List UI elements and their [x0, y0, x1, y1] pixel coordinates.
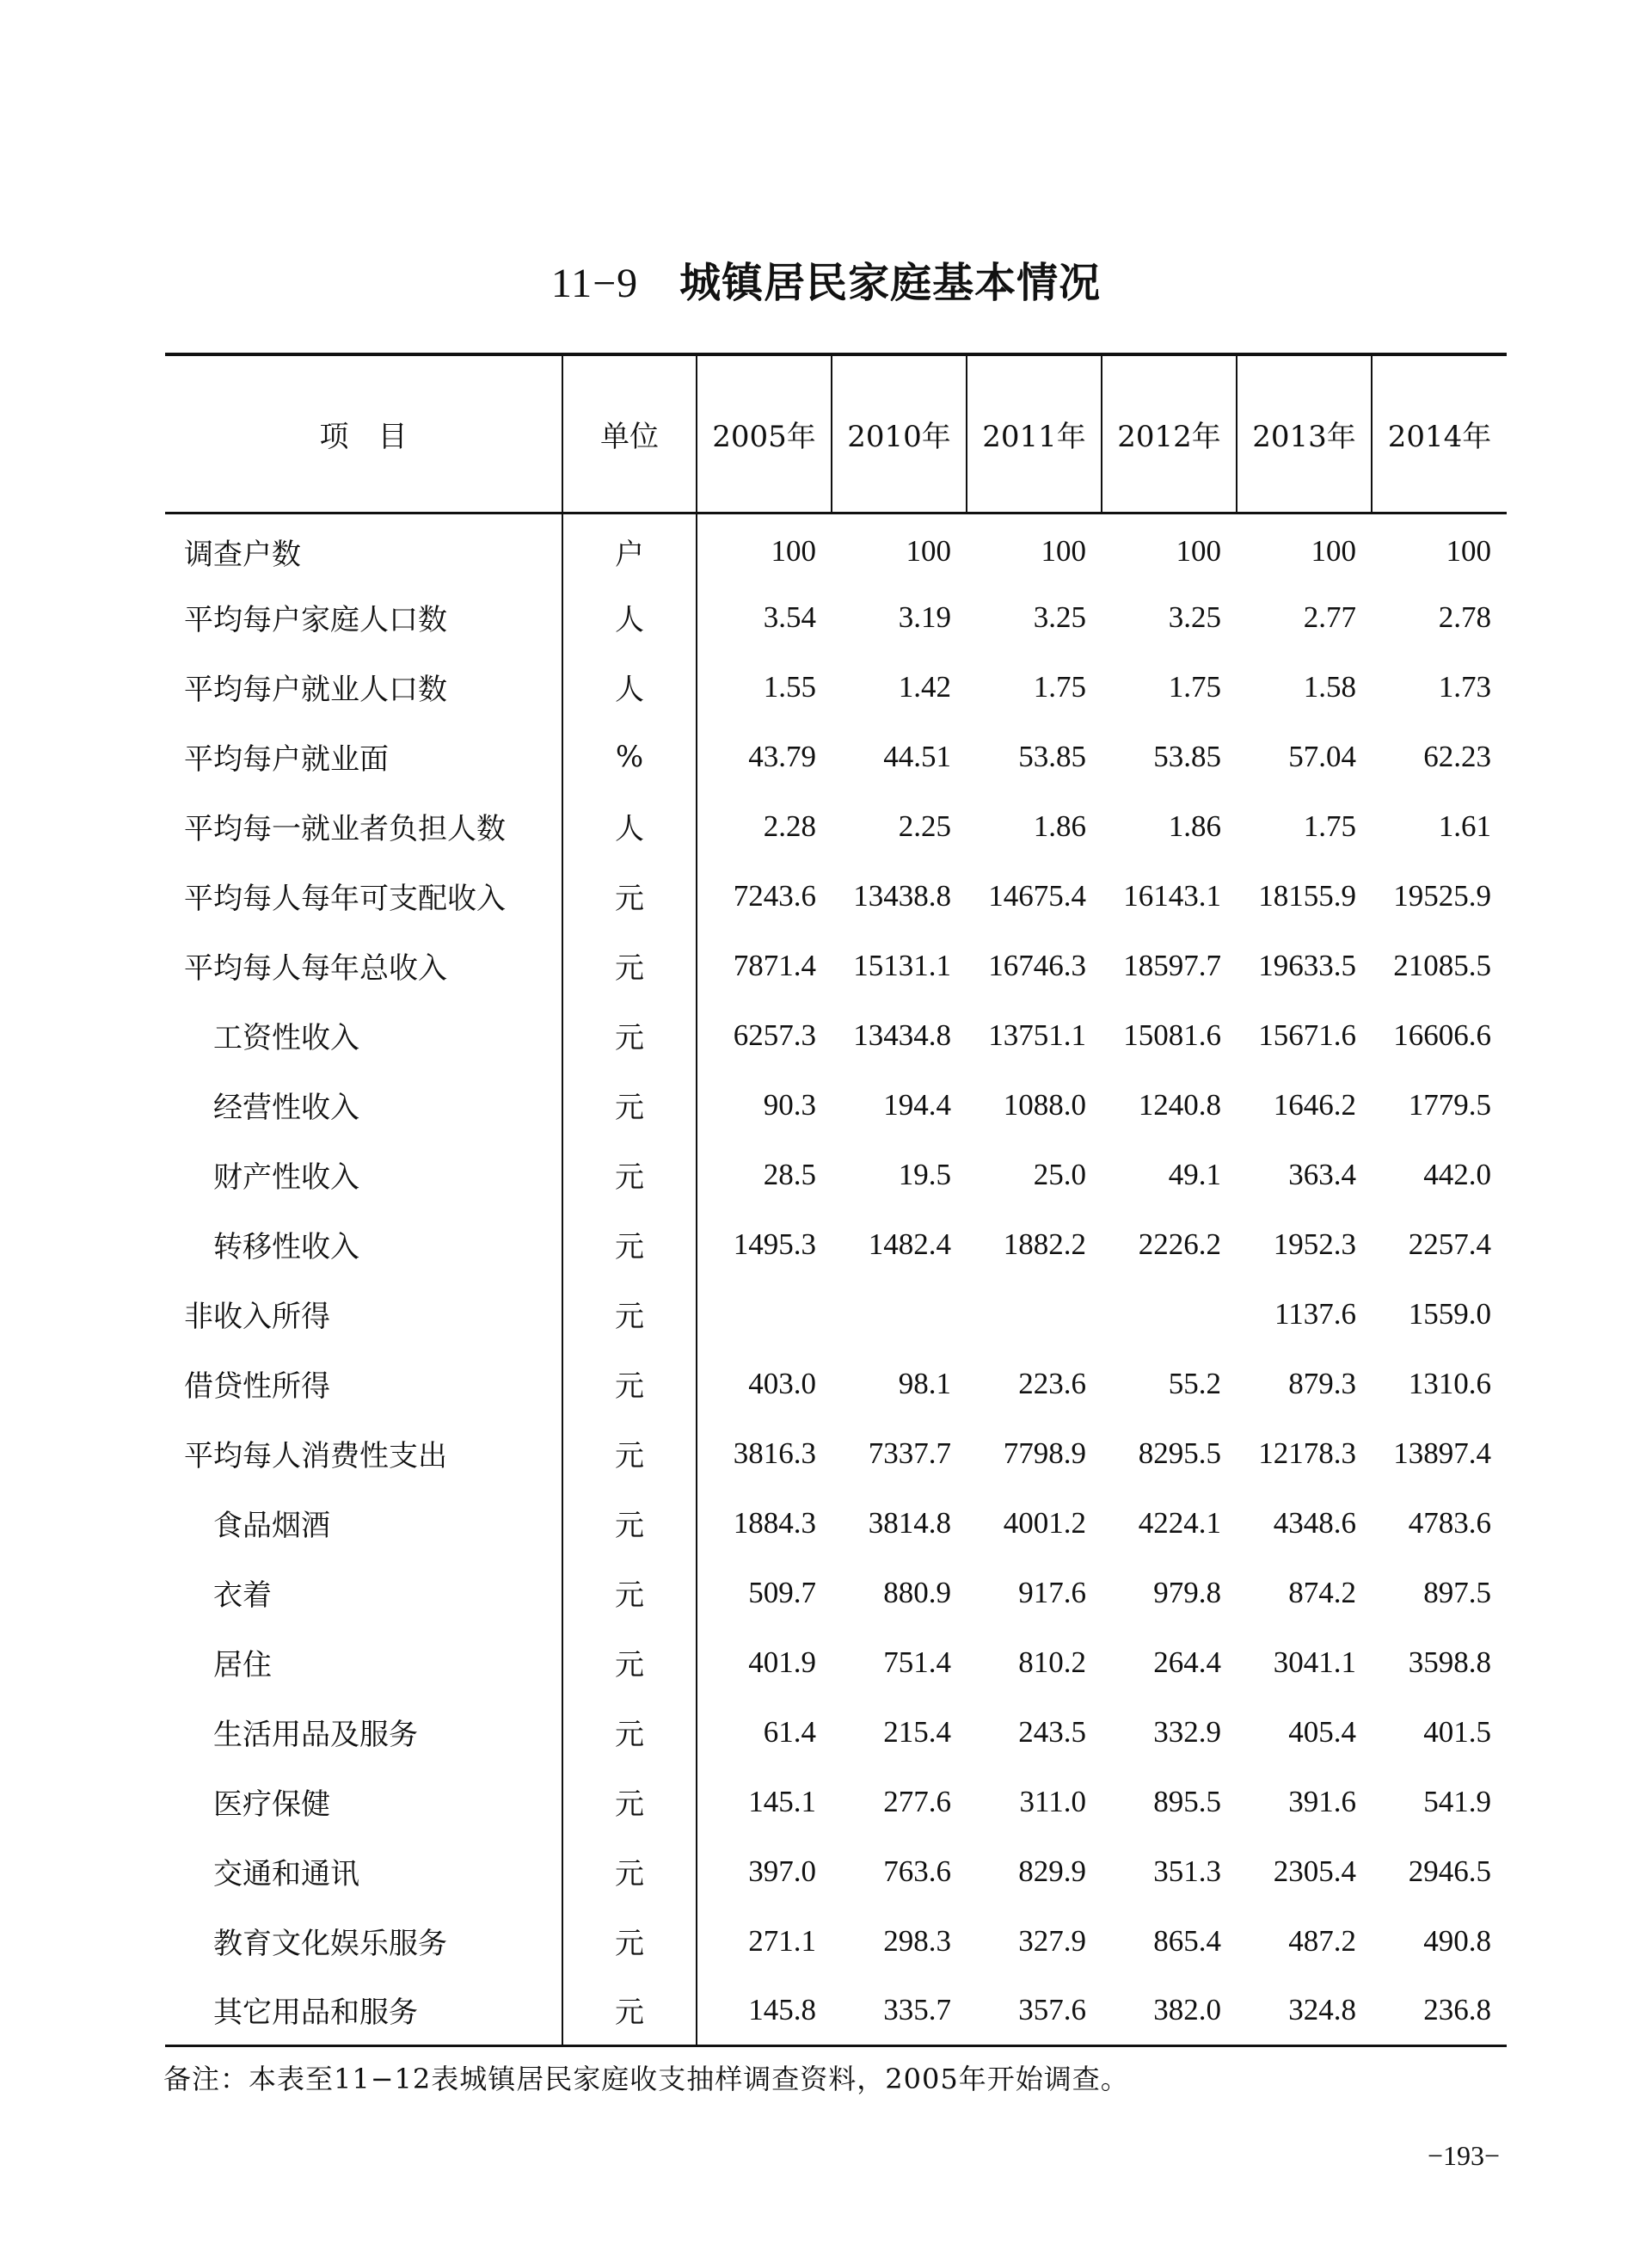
row-unit: 人: [562, 791, 697, 861]
row-label: 居住: [213, 1648, 272, 1682]
row-value: 3.54: [697, 582, 832, 652]
row-value: 865.4: [1153, 1923, 1221, 1958]
row-value: 332.9: [1153, 1714, 1221, 1749]
table-number: 11−9: [550, 261, 639, 306]
row-value: 3041.1: [1273, 1645, 1356, 1679]
row-value: 357.6: [1018, 1992, 1086, 2026]
row-unit: 元: [562, 1627, 697, 1697]
row-value: 15671.6: [1258, 1018, 1356, 1052]
row-unit: 人: [562, 652, 697, 722]
row-value: 1088.0: [1003, 1087, 1086, 1122]
row-label: 教育文化娱乐服务: [213, 1927, 447, 1961]
row-value: 829.9: [1018, 1854, 1086, 1888]
row-value: 1.75: [1033, 669, 1086, 704]
row-value: 1952.3: [1273, 1227, 1356, 1261]
header-item: 项 目: [165, 354, 562, 513]
row-label: 转移性收入: [213, 1230, 359, 1264]
row-value: 327.9: [1018, 1923, 1086, 1958]
row-unit: 元: [562, 1279, 697, 1349]
row-value: 194.4: [883, 1087, 951, 1122]
row-value: 43.79: [697, 722, 832, 791]
row-label: 生活用品及服务: [213, 1718, 418, 1752]
table-row: [165, 931, 1507, 1000]
row-value: 298.3: [883, 1923, 951, 1958]
row-value: 1.42: [898, 669, 951, 704]
row-value: 19633.5: [1258, 948, 1356, 982]
row-value: 403.0: [697, 1349, 832, 1418]
row-value: 277.6: [883, 1784, 951, 1818]
row-value: 100: [1176, 534, 1221, 569]
row-value: 3.25: [1033, 600, 1086, 634]
table-row: [165, 1488, 1507, 1558]
row-value: 1240.8: [1138, 1087, 1221, 1122]
row-unit: 户: [562, 513, 697, 582]
row-value: 880.9: [883, 1575, 951, 1609]
row-label: 平均每人每年总收入: [184, 951, 447, 986]
row-value: 1.55: [697, 652, 832, 722]
row-value: 897.5: [1423, 1575, 1491, 1609]
table-note: 备注：本表至11−12表城镇居民家庭收支抽样调查资料，2005年开始调查。: [163, 2063, 1129, 2095]
row-value: 1882.2: [1003, 1227, 1086, 1261]
row-value: 1.86: [1033, 809, 1086, 843]
header-year: 2010年: [832, 354, 967, 513]
table-row: [165, 1209, 1507, 1279]
row-value: [967, 1279, 1102, 1349]
row-value: 324.8: [1288, 1992, 1356, 2026]
row-unit: 元: [562, 1209, 697, 1279]
row-value: 1559.0: [1408, 1296, 1491, 1331]
statistics-table: [165, 353, 1507, 2047]
table-row: [165, 1697, 1507, 1767]
row-value: 895.5: [1153, 1784, 1221, 1818]
row-value: 1646.2: [1273, 1087, 1356, 1122]
row-value: 100: [697, 513, 832, 582]
row-value: 28.5: [697, 1140, 832, 1209]
row-value: 487.2: [1288, 1923, 1356, 1958]
row-value: 271.1: [697, 1906, 832, 1976]
row-value: 382.0: [1153, 1992, 1221, 2026]
row-value: 351.3: [1153, 1854, 1221, 1888]
row-value: 21085.5: [1393, 948, 1491, 982]
header-row: [165, 354, 1507, 513]
row-label: 交通和通讯: [213, 1857, 359, 1891]
row-value: 2.77: [1303, 600, 1356, 634]
row-value: 16606.6: [1393, 1018, 1491, 1052]
row-value: 1.61: [1438, 809, 1491, 843]
page-number: −193−: [1428, 2140, 1501, 2171]
table-row: [165, 1349, 1507, 1418]
row-value: 1310.6: [1408, 1366, 1491, 1400]
row-unit: 元: [562, 1976, 697, 2045]
row-value: 2305.4: [1273, 1854, 1356, 1888]
row-value: 1779.5: [1408, 1087, 1491, 1122]
row-label: 工资性收入: [213, 1021, 359, 1055]
row-value: 2226.2: [1138, 1227, 1221, 1261]
header-year: 2014年: [1372, 354, 1507, 513]
row-value: 979.8: [1153, 1575, 1221, 1609]
row-unit: 元: [562, 1906, 697, 1976]
row-label: 平均每人每年可支配收入: [184, 882, 506, 916]
table-row: [165, 861, 1507, 931]
row-value: 98.1: [898, 1366, 951, 1400]
row-unit: 元: [562, 1697, 697, 1767]
row-value: 100: [1041, 534, 1086, 569]
row-value: 3598.8: [1408, 1645, 1491, 1679]
row-value: 16143.1: [1123, 878, 1221, 913]
row-value: 19525.9: [1393, 878, 1491, 913]
table-row: [165, 722, 1507, 791]
row-value: 53.85: [1018, 739, 1086, 773]
row-value: 4783.6: [1408, 1505, 1491, 1540]
row-value: 442.0: [1423, 1157, 1491, 1191]
row-unit: 元: [562, 1418, 697, 1488]
row-value: 19.5: [898, 1157, 951, 1191]
row-value: 215.4: [883, 1714, 951, 1749]
row-value: 810.2: [1018, 1645, 1086, 1679]
row-value: 763.6: [883, 1854, 951, 1888]
row-value: 509.7: [697, 1558, 832, 1627]
row-label: 财产性收入: [213, 1160, 359, 1195]
row-value: 751.4: [883, 1645, 951, 1679]
row-label: 借贷性所得: [184, 1369, 330, 1404]
row-value: 25.0: [1033, 1157, 1086, 1191]
row-value: 391.6: [1288, 1784, 1356, 1818]
row-value: 3814.8: [868, 1505, 951, 1540]
row-label: 平均每户就业面: [184, 742, 389, 777]
row-unit: %: [562, 722, 697, 791]
row-value: 1137.6: [1274, 1296, 1356, 1331]
row-value: 15081.6: [1123, 1018, 1221, 1052]
row-unit: 人: [562, 582, 697, 652]
row-value: 4224.1: [1138, 1505, 1221, 1540]
row-value: 1495.3: [697, 1209, 832, 1279]
table-row: [165, 1836, 1507, 1906]
table-row: [165, 1627, 1507, 1697]
table-row: [165, 1558, 1507, 1627]
table-row: [165, 652, 1507, 722]
row-value: 100: [906, 534, 951, 569]
row-value: [697, 1279, 832, 1349]
table-row: [165, 582, 1507, 652]
row-value: 13897.4: [1393, 1436, 1491, 1470]
row-value: 4348.6: [1273, 1505, 1356, 1540]
row-value: 2946.5: [1408, 1854, 1491, 1888]
table-row: [165, 1140, 1507, 1209]
table-row: [165, 513, 1507, 582]
row-value: 90.3: [697, 1070, 832, 1140]
row-value: 335.7: [883, 1992, 951, 2026]
row-value: 49.1: [1168, 1157, 1221, 1191]
table-row: [165, 1070, 1507, 1140]
row-value: 55.2: [1168, 1366, 1221, 1400]
row-value: 2.28: [697, 791, 832, 861]
row-value: 2.25: [898, 809, 951, 843]
row-value: [1102, 1279, 1237, 1349]
row-label: 经营性收入: [213, 1091, 359, 1125]
table-row: [165, 1767, 1507, 1836]
row-value: 1.58: [1303, 669, 1356, 704]
row-unit: 元: [562, 1767, 697, 1836]
row-value: 1.75: [1168, 669, 1221, 704]
row-value: 7871.4: [697, 931, 832, 1000]
row-value: 13751.1: [988, 1018, 1086, 1052]
row-label: 食品烟酒: [213, 1509, 330, 1543]
row-value: 401.9: [697, 1627, 832, 1697]
row-value: [832, 1279, 967, 1349]
row-label: 非收入所得: [184, 1300, 330, 1334]
row-value: 264.4: [1153, 1645, 1221, 1679]
row-value: 2.78: [1438, 600, 1491, 634]
row-value: 100: [1446, 534, 1491, 569]
row-unit: 元: [562, 1140, 697, 1209]
row-value: 14675.4: [988, 878, 1086, 913]
row-value: 541.9: [1423, 1784, 1491, 1818]
row-unit: 元: [562, 1349, 697, 1418]
row-value: 1.73: [1438, 669, 1491, 704]
row-unit: 元: [562, 1558, 697, 1627]
row-value: 12178.3: [1258, 1436, 1356, 1470]
table-row: [165, 1279, 1507, 1349]
header-year: 2012年: [1102, 354, 1237, 513]
row-value: 3.25: [1168, 600, 1221, 634]
table-row: [165, 1976, 1507, 2045]
row-value: 3816.3: [697, 1418, 832, 1488]
row-value: 2257.4: [1408, 1227, 1491, 1261]
row-value: 1.86: [1168, 809, 1221, 843]
row-value: 1884.3: [697, 1488, 832, 1558]
row-value: 145.1: [697, 1767, 832, 1836]
row-value: 100: [1311, 534, 1356, 569]
row-value: 397.0: [697, 1836, 832, 1906]
row-value: 874.2: [1288, 1575, 1356, 1609]
table-row: [165, 791, 1507, 861]
row-value: 57.04: [1288, 739, 1356, 773]
row-value: 7243.6: [697, 861, 832, 931]
row-value: 311.0: [1019, 1784, 1086, 1818]
row-value: 145.8: [697, 1976, 832, 2045]
table-row: [165, 1906, 1507, 1976]
row-value: 363.4: [1288, 1157, 1356, 1191]
row-value: 243.5: [1018, 1714, 1086, 1749]
row-label: 平均每人消费性支出: [184, 1439, 447, 1473]
table-row: [165, 1418, 1507, 1488]
row-value: 16746.3: [988, 948, 1086, 982]
row-value: 62.23: [1423, 739, 1491, 773]
row-value: 3.19: [898, 600, 951, 634]
row-label: 平均每一就业者负担人数: [184, 812, 506, 846]
row-unit: 元: [562, 1488, 697, 1558]
row-value: 7337.7: [868, 1436, 951, 1470]
row-value: 879.3: [1288, 1366, 1356, 1400]
row-value: 18597.7: [1123, 948, 1221, 982]
row-unit: 元: [562, 1836, 697, 1906]
header-year: 2013年: [1237, 354, 1372, 513]
table-body: [165, 513, 1507, 2045]
header-year: 2011年: [967, 354, 1102, 513]
row-value: 53.85: [1153, 739, 1221, 773]
table-row: [165, 1000, 1507, 1070]
row-value: 917.6: [1018, 1575, 1086, 1609]
header-unit: 单位: [562, 354, 697, 513]
row-value: 13438.8: [853, 878, 951, 913]
row-label: 平均每户家庭人口数: [184, 603, 447, 637]
table-title: 城镇居民家庭基本情况: [679, 259, 1102, 307]
row-value: 13434.8: [853, 1018, 951, 1052]
row-value: 4001.2: [1003, 1505, 1086, 1540]
row-unit: 元: [562, 1070, 697, 1140]
row-value: 401.5: [1423, 1714, 1491, 1749]
row-label: 衣着: [213, 1578, 272, 1613]
row-value: 61.4: [697, 1697, 832, 1767]
page-title: [0, 249, 1652, 309]
row-value: 8295.5: [1138, 1436, 1221, 1470]
row-value: 15131.1: [853, 948, 951, 982]
row-value: 223.6: [1018, 1366, 1086, 1400]
row-value: 44.51: [883, 739, 951, 773]
row-label: 调查户数: [184, 537, 301, 572]
row-value: 236.8: [1423, 1992, 1491, 2026]
row-value: 6257.3: [697, 1000, 832, 1070]
row-value: 1482.4: [868, 1227, 951, 1261]
row-label: 医疗保健: [213, 1787, 330, 1822]
row-value: 18155.9: [1258, 878, 1356, 913]
row-value: 490.8: [1423, 1923, 1491, 1958]
row-unit: 元: [562, 861, 697, 931]
row-value: 7798.9: [1003, 1436, 1086, 1470]
row-value: 1.75: [1303, 809, 1356, 843]
row-unit: 元: [562, 1000, 697, 1070]
row-label: 平均每户就业人口数: [184, 673, 447, 707]
row-label: 其它用品和服务: [213, 1996, 418, 2031]
row-unit: 元: [562, 931, 697, 1000]
row-value: 405.4: [1288, 1714, 1356, 1749]
header-year: 2005年: [697, 354, 832, 513]
